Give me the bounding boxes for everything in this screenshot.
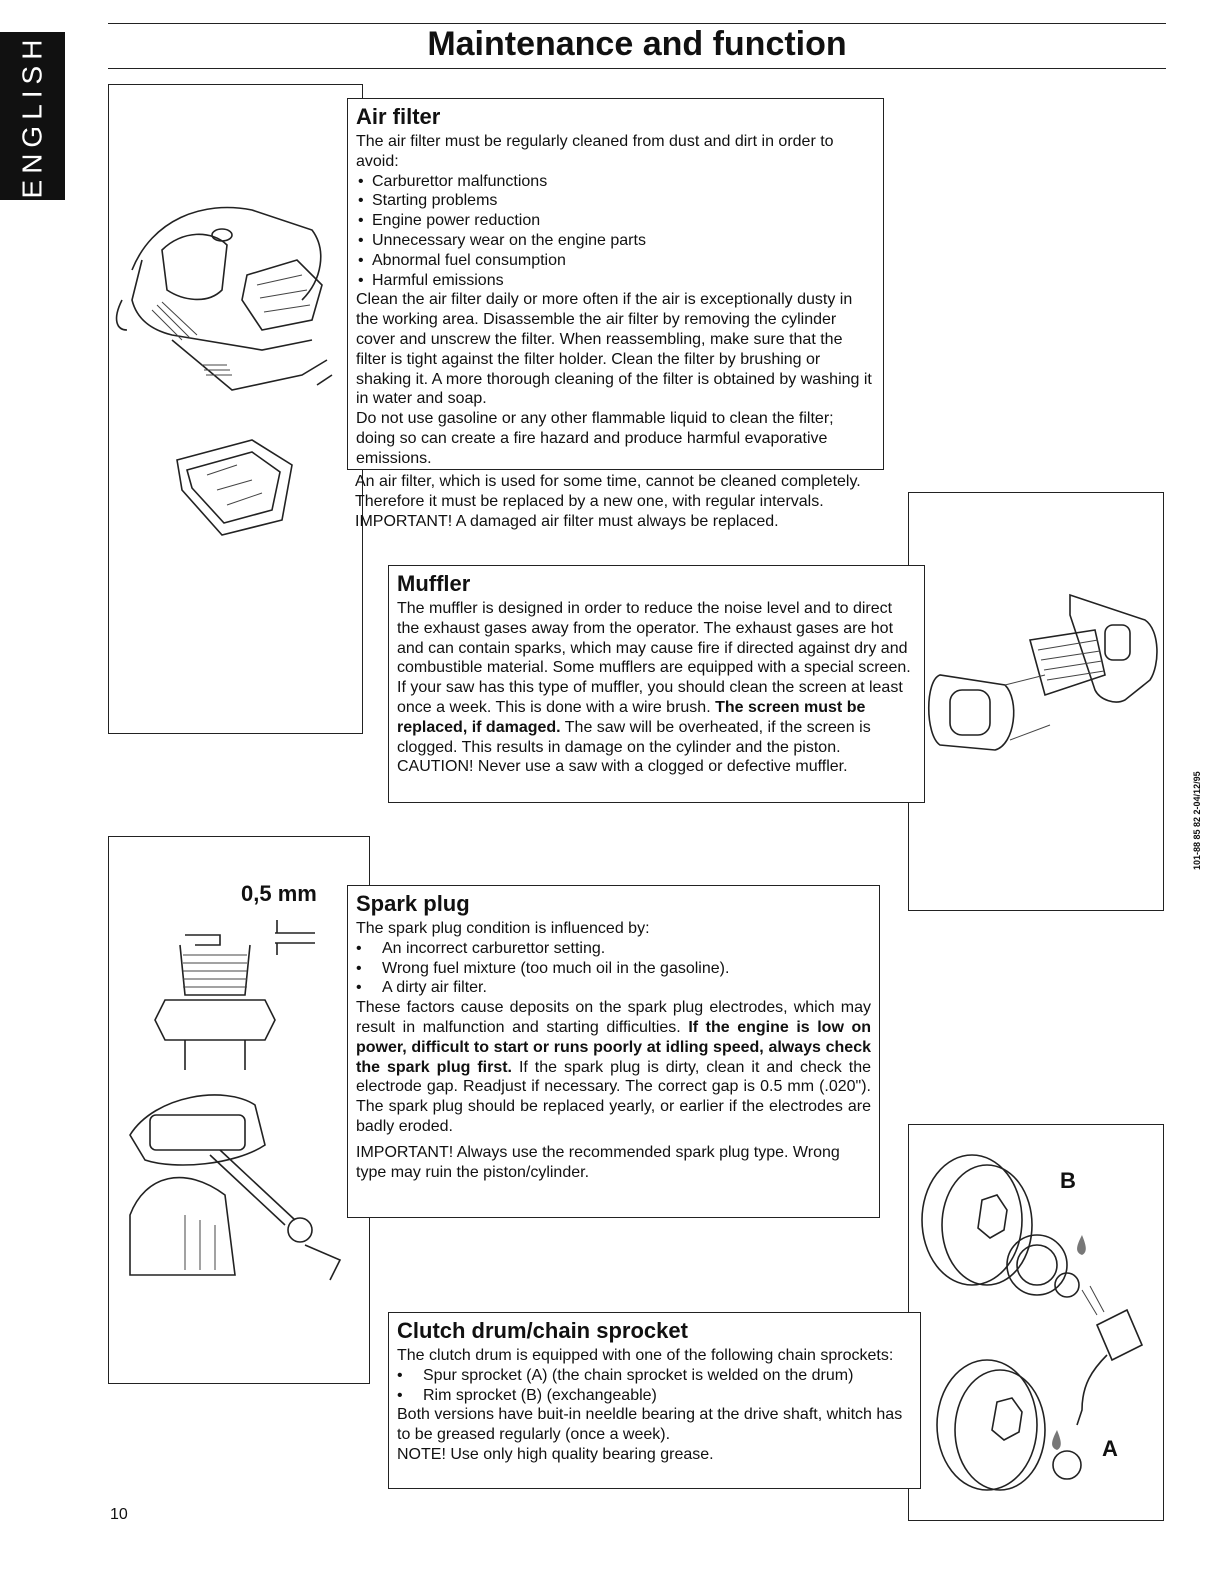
- clutch-drum-illustration: [912, 1140, 1157, 1510]
- muffler-text: [397, 599, 916, 757]
- clutch-section: [388, 1312, 921, 1489]
- list-item: • An incorrect carburettor setting.: [356, 939, 871, 959]
- list-item: • A dirty air filter.: [356, 978, 871, 998]
- muffler-section: [388, 565, 925, 803]
- spark-plug-text-part: If the spark plug is dirty, clean it and check the electrode gap. Readjust if necessary. The correct gap is 0.5 mm (.020"). The spark plug should be replaced yearly, or earlier if the electrodes are badly eroded.: [356, 1058, 872, 1135]
- list-item: • Rim sprocket (B) (exchangeable): [397, 1386, 912, 1406]
- muffler-illustration: [920, 585, 1160, 785]
- air-filter-warning-text: Do not use gasoline or any other flammable liquid to clean the filter; doing so can create a fire hazard and produce harmful evaporative emissions.: [356, 410, 834, 467]
- list-item: • Engine power reduction: [356, 211, 875, 231]
- air-filter-section-continued: [347, 470, 887, 556]
- air-filter-section: [347, 98, 884, 470]
- sprocket-b-label: B: [1060, 1168, 1076, 1193]
- clutch-heading: Clutch drum/chain sprocket: [397, 1318, 688, 1343]
- muffler-screen-warning: The screen must be replaced, if damaged.: [397, 698, 866, 736]
- spark-plug-important: IMPORTANT! Always use the recommended spark plug type. Wrong type may ruin the piston/cylinder.: [356, 1143, 840, 1181]
- list-item: • Starting problems: [356, 191, 875, 211]
- air-filter-intro: The air filter must be regularly cleaned from dust and dirt in order to avoid:: [356, 133, 834, 170]
- muffler-caution: CAUTION! Never use a saw with a clogged or defective muffler.: [397, 758, 848, 776]
- spark-plug-check-warning: If the engine is low on power, difficult to start or runs poorly at idling speed, always check the spark plug first.: [356, 1018, 872, 1076]
- page-title: Maintenance and function: [427, 25, 847, 63]
- language-tab-label: ENGLISH: [16, 33, 48, 199]
- list-item: • Harmful emissions: [356, 271, 875, 291]
- air-filter-illustration: [112, 190, 352, 570]
- list-item: • Unnecessary wear on the engine parts: [356, 231, 875, 251]
- spark-plug-list: [356, 939, 871, 998]
- air-filter-important: IMPORTANT! A damaged air filter must always be replaced.: [355, 512, 779, 530]
- list-item: • Abnormal fuel consumption: [356, 251, 875, 271]
- header-bottom-rule: [108, 68, 1166, 69]
- document-code: 101-88 85 82 2-04/12/95: [1192, 771, 1202, 870]
- clutch-intro: The clutch drum is equipped with one of the following chain sprockets:: [397, 1347, 894, 1364]
- muffler-heading: Muffler: [397, 571, 471, 596]
- air-filter-list: [356, 172, 875, 291]
- list-item: • Spur sprocket (A) (the chain sprocket is welded on the drum): [397, 1366, 912, 1386]
- clutch-list: [397, 1366, 912, 1406]
- sprocket-a-label: A: [1102, 1436, 1118, 1461]
- spark-plug-text: [356, 998, 871, 1137]
- language-tab: [0, 32, 65, 200]
- list-item: • Wrong fuel mixture (too much oil in the gasoline).: [356, 959, 871, 979]
- page-number: 10: [110, 1506, 128, 1523]
- spark-plug-section: [347, 885, 880, 1218]
- spark-plug-heading: Spark plug: [356, 891, 470, 916]
- gap-measure-label: 0,5 mm: [241, 881, 317, 906]
- spark-plug-illustration: [125, 915, 355, 1295]
- clutch-note: NOTE! Use only high quality bearing grease.: [397, 1445, 714, 1463]
- muffler-text-part: The muffler is designed in order to reduce the noise level and to direct the exhaust gases away from the operator. The exhaust gases are hot and can contain sparks, which may cause fire if directed against dry and combustible material. Some mufflers are equipped with a special screen. If your saw has this type of muffler, you should clean the screen at least once a week. This is done with a wire brush.: [397, 600, 911, 716]
- spark-plug-intro: The spark plug condition is influenced by:: [356, 920, 650, 937]
- air-filter-replace-text: An air filter, which is used for some time, cannot be cleaned completely. Therefore it must be replaced by a new one, with regular intervals.: [355, 473, 861, 510]
- muffler-text-part: The saw will be overheated, if the screen is clogged. This results in damage on the cylinder and the piston.: [397, 718, 871, 756]
- air-filter-cleaning-text: Clean the air filter daily or more often if the air is exceptionally dusty in the working area. Disassemble the air filter by removing the cylinder cover and unscrew the filter. When reassembling, make sure that the filter is tight against the filter holder. Clean the filter by brushing or shaking it. A more thorough cleaning of the filter is obtained by washing it in water and soap.: [356, 291, 872, 408]
- air-filter-heading: Air filter: [356, 104, 441, 129]
- spark-plug-text-part: These factors cause deposits on the spark plug electrodes, which may result in malfunction and starting difficulties.: [356, 999, 871, 1036]
- clutch-bearing-text: Both versions have buit-in neeldle bearing at the drive shaft, whitch has to be greased regularly (once a week).: [397, 1406, 903, 1444]
- list-item: • Carburettor malfunctions: [356, 172, 875, 192]
